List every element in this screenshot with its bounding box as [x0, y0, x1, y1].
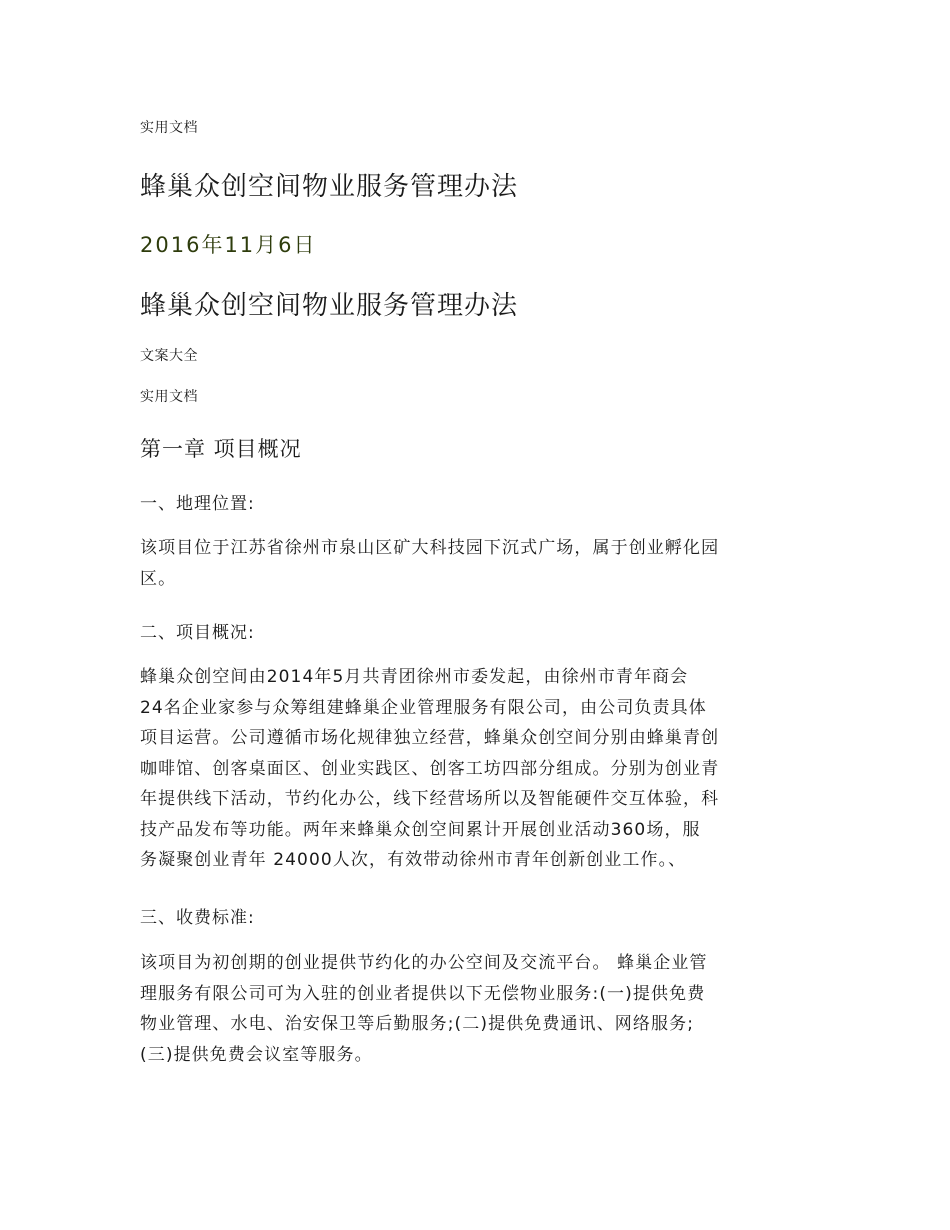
paragraph-line: 理服务有限公司可为入驻的创业者提供以下无偿物业服务:(一)提供免费 [140, 983, 706, 1004]
paragraph-line: 项目运营。公司遵循市场化规律独立经营，蜂巢众创空间分别由蜂巢青创 [140, 728, 720, 748]
chapter-title: 第一章 项目概况 [140, 437, 302, 461]
section-heading: 三、收费标准: [140, 908, 255, 928]
paragraph-line: 务凝聚创业青年 24000人次，有效带动徐州市青年创新创业工作。、 [140, 850, 687, 870]
section-paragraph [140, 533, 810, 594]
document-date: 2016年11月6日 [140, 233, 317, 257]
paragraph-line: 24名企业家参与众筹组建蜂巢企业管理服务有限公司，由公司负责具体 [140, 697, 707, 718]
subtitle-tag: 文案大全 [140, 348, 198, 364]
section-heading: 一、地理位置: [140, 494, 255, 514]
document-title-repeat: 蜂巢众创空间物业服务管理办法 [140, 291, 519, 321]
section-paragraph [140, 662, 810, 876]
section-heading: 二、项目概况: [140, 623, 255, 643]
paragraph-line: 年提供线下活动，节约化办公，线下经营场所以及智能硬件交互体验，科 [140, 789, 720, 809]
paragraph-line: 物业管理、水电、治安保卫等后勤服务;(二)提供免费通讯、网络服务; [140, 1014, 695, 1034]
header-tag: 实用文档 [140, 120, 198, 136]
paragraph-line: 区。 [140, 568, 177, 589]
section-paragraph [140, 948, 810, 1070]
paragraph-line: 蜂巢众创空间由2014年5月共青团徐州市委发起，由徐州市青年商会 [140, 667, 689, 687]
paragraph-line: 该项目位于江苏省徐州市泉山区矿大科技园下沉式广场，属于创业孵化园 [140, 538, 720, 558]
paragraph-line: 技产品发布等功能。两年来蜂巢众创空间累计开展创业活动360场，服 [140, 819, 701, 840]
paragraph-line: 该项目为初创期的创业提供节约化的办公空间及交流平台。 蜂巢企业管 [140, 953, 708, 973]
paragraph-line: (三)提供免费会议室等服务。 [140, 1044, 373, 1065]
header-tag-repeat: 实用文档 [140, 389, 198, 405]
paragraph-line: 咖啡馆、创客桌面区、创业实践区、创客工坊四部分组成。分别为创业青 [140, 758, 720, 779]
document-title: 蜂巢众创空间物业服务管理办法 [140, 172, 519, 202]
